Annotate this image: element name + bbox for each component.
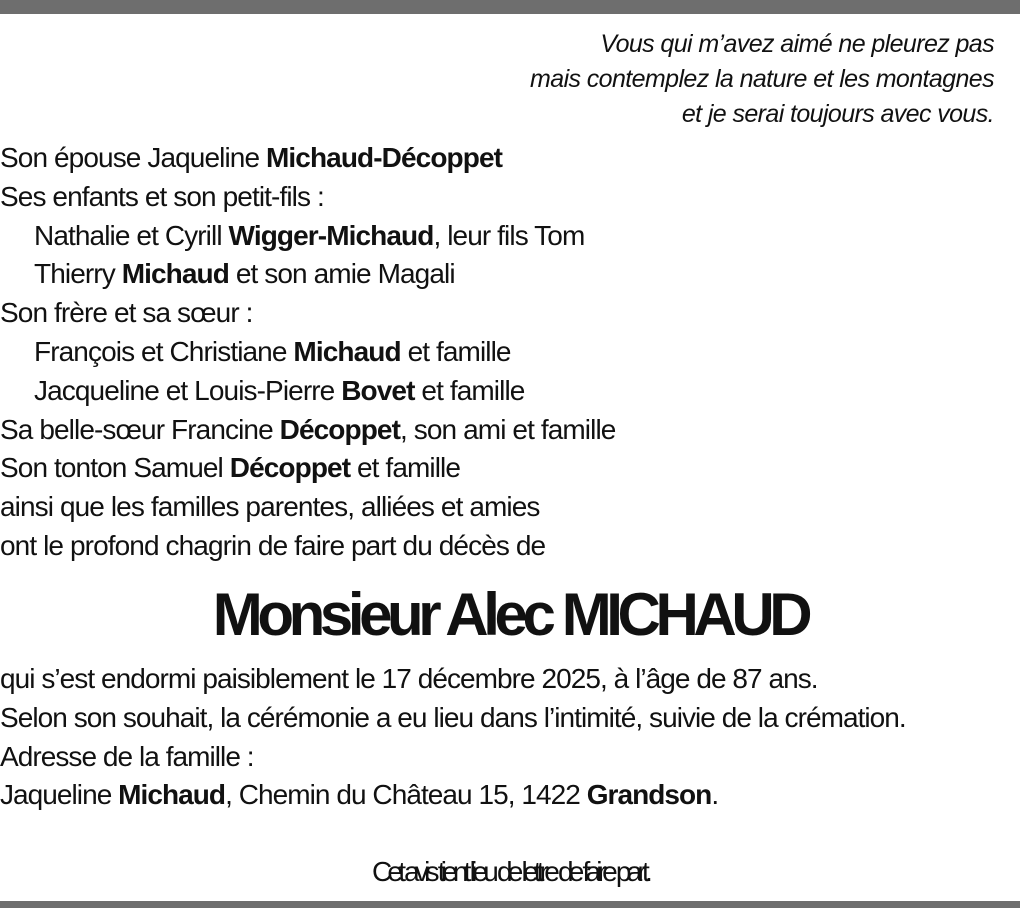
ceremony-line: Selon son souhait, la cérémonie a eu lieu dans l’intimité, suivie de la crémation.	[0, 701, 906, 733]
city-name: Grandson	[586, 779, 712, 811]
family-name: Décoppet	[229, 452, 351, 484]
closing-note: Cet avis tient lieu de lettre de faire part.	[372, 856, 648, 887]
family-name: Wigger-Michaud	[228, 219, 434, 251]
poem-line: Vous qui m’avez aimé ne pleurez pas	[600, 30, 994, 58]
family-name: Michaud-Décoppet	[266, 142, 503, 173]
sibling-line: Jacqueline et Louis-Pierre Bovet et famille	[34, 374, 525, 406]
announcement-line: ont le profond chagrin de faire part du décès de	[0, 529, 546, 561]
bottom-border	[0, 901, 1020, 908]
uncle-line: Son tonton Samuel Décoppet et famille	[0, 452, 461, 484]
child-line: Thierry Michaud et son amie Magali	[34, 258, 455, 290]
family-address: Jaqueline Michaud, Chemin du Château 15, 1422 Grandson.	[0, 779, 719, 811]
family-name: Michaud	[121, 258, 229, 290]
poem-line: mais contemplez la nature et les montagnes	[530, 65, 994, 93]
family-name: Michaud	[293, 335, 401, 367]
address-heading: Adresse de la famille :	[0, 740, 254, 772]
poem-line: et je serai toujours avec vous.	[681, 100, 994, 128]
families-line: ainsi que les familles parentes, alliées et amies	[0, 491, 540, 523]
sibling-line: François et Christiane Michaud et famille	[34, 335, 511, 367]
child-line: Nathalie et Cyrill Wigger-Michaud, leur fils Tom	[34, 219, 585, 251]
death-date-line: qui s’est endormi paisiblement le 17 décembre 2025, à l’âge de 87 ans.	[0, 663, 818, 694]
death-details	[0, 660, 906, 815]
family-name: Michaud	[118, 779, 226, 811]
sister-in-law-line: Sa belle-sœur Francine Décoppet, son ami et famille	[0, 413, 616, 445]
children-heading: Ses enfants et son petit-fils :	[0, 180, 324, 212]
siblings-heading: Son frère et sa sœur :	[0, 297, 253, 329]
epitaph-poem	[530, 27, 994, 132]
top-border	[0, 0, 1020, 14]
family-list	[0, 139, 615, 566]
family-name: Bovet	[341, 374, 415, 406]
family-name: Décoppet	[279, 413, 401, 445]
deceased-name: Monsieur Alec MICHAUD	[212, 581, 808, 648]
wife-line: Son épouse Jaqueline Michaud-Décoppet	[0, 142, 503, 173]
